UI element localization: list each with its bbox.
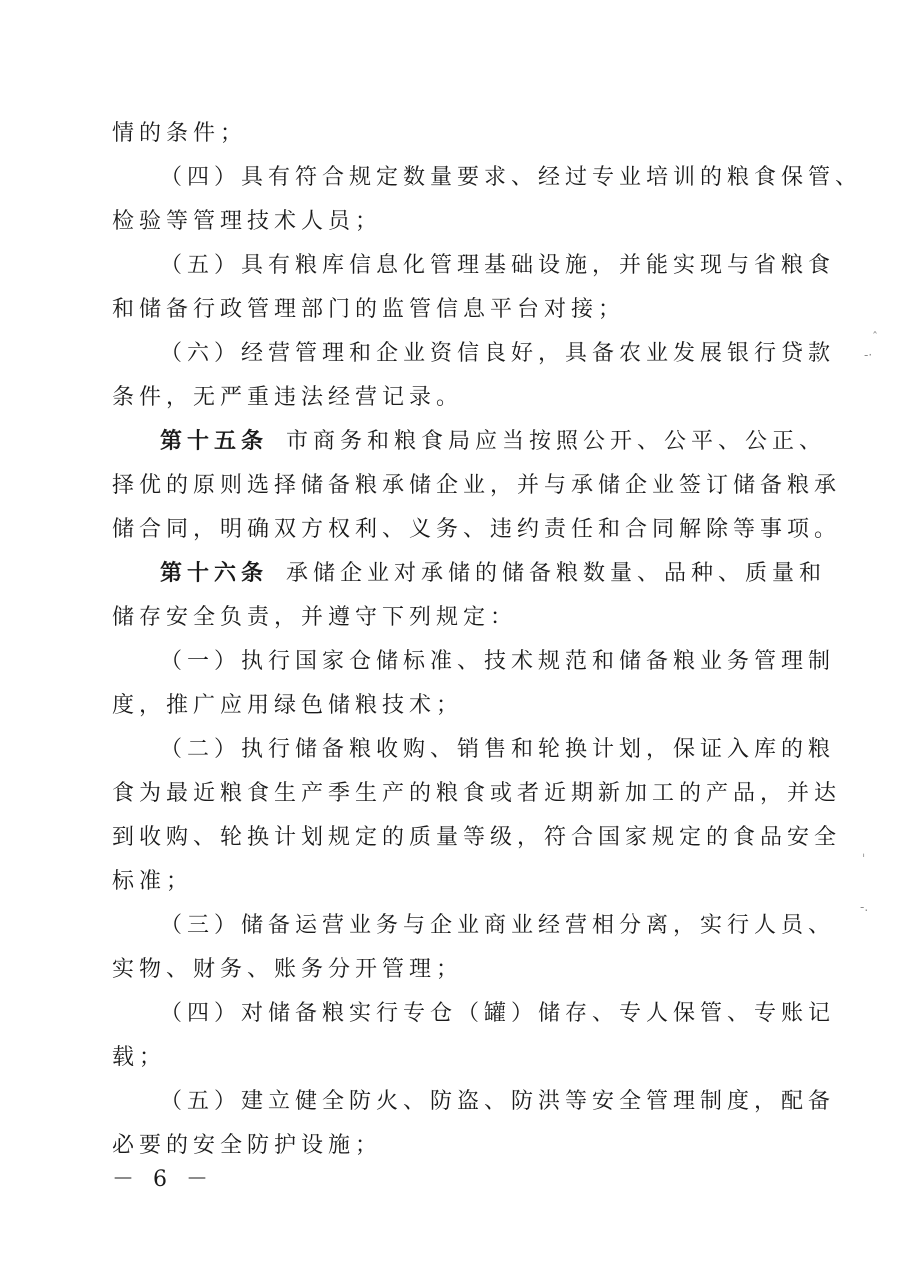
text-line: （一）执行国家仓储标准、技术规范和储备粮业务管理制 bbox=[160, 649, 836, 674]
text-line: 储合同，明确双方权利、义务、违约责任和合同解除等事项。 bbox=[112, 517, 842, 542]
text-line: 标准； bbox=[112, 869, 194, 894]
article-16-heading: 第十六条 bbox=[160, 561, 269, 586]
article-16-text: 承储企业对承储的储备粮数量、品种、质量和 bbox=[286, 561, 827, 586]
text-line: 实物、财务、账务分开管理； bbox=[112, 957, 464, 982]
scan-speck-mark: ˈ bbox=[862, 852, 866, 866]
scan-speck-mark: -. bbox=[860, 900, 869, 914]
text-line: （五）具有粮库信息化管理基础设施，并能实现与省粮食 bbox=[160, 253, 836, 278]
text-line: （四）具有符合规定数量要求、经过专业培训的粮食保管、 bbox=[160, 165, 863, 190]
text-line: 必要的安全防护设施； bbox=[112, 1133, 383, 1158]
text-line: （六）经营管理和企业资信良好，具备农业发展银行贷款 bbox=[160, 341, 836, 366]
text-line: 度，推广应用绿色储粮技术； bbox=[112, 693, 464, 718]
text-line: 择优的原则选择储备粮承储企业，并与承储企业签订储备粮承 bbox=[112, 473, 842, 498]
text-line: （二）执行储备粮收购、销售和轮换计划，保证入库的粮 bbox=[160, 737, 836, 762]
article-15-text: 市商务和粮食局应当按照公开、公平、公正、 bbox=[286, 429, 827, 454]
text-line: 情的条件； bbox=[112, 121, 248, 146]
article-16-line bbox=[160, 560, 826, 588]
scan-speck-mark: ˆ bbox=[872, 330, 878, 344]
text-line: 储存安全负责，并遵守下列规定： bbox=[112, 605, 518, 630]
text-line: 检验等管理技术人员； bbox=[112, 209, 383, 234]
scan-speck-mark: -· bbox=[864, 348, 873, 362]
text-line: （三）储备运营业务与企业商业经营相分离，实行人员、 bbox=[160, 913, 836, 938]
article-15-heading: 第十五条 bbox=[160, 429, 269, 454]
text-line: 食为最近粮食生产季生产的粮食或者近期新加工的产品，并达 bbox=[112, 781, 842, 806]
text-line: （五）建立健全防火、防盗、防洪等安全管理制度，配备 bbox=[160, 1089, 836, 1114]
article-15-line bbox=[160, 428, 826, 456]
text-line: 条件，无严重违法经营记录。 bbox=[112, 385, 464, 410]
text-line: 载； bbox=[112, 1045, 167, 1070]
page-number: － 6 － bbox=[112, 1167, 214, 1192]
text-line: 和储备行政管理部门的监管信息平台对接； bbox=[112, 297, 626, 322]
text-line: （四）对储备粮实行专仓（罐）储存、专人保管、专账记 bbox=[160, 1001, 836, 1026]
text-line: 到收购、轮换计划规定的质量等级，符合国家规定的食品安全 bbox=[112, 825, 842, 850]
